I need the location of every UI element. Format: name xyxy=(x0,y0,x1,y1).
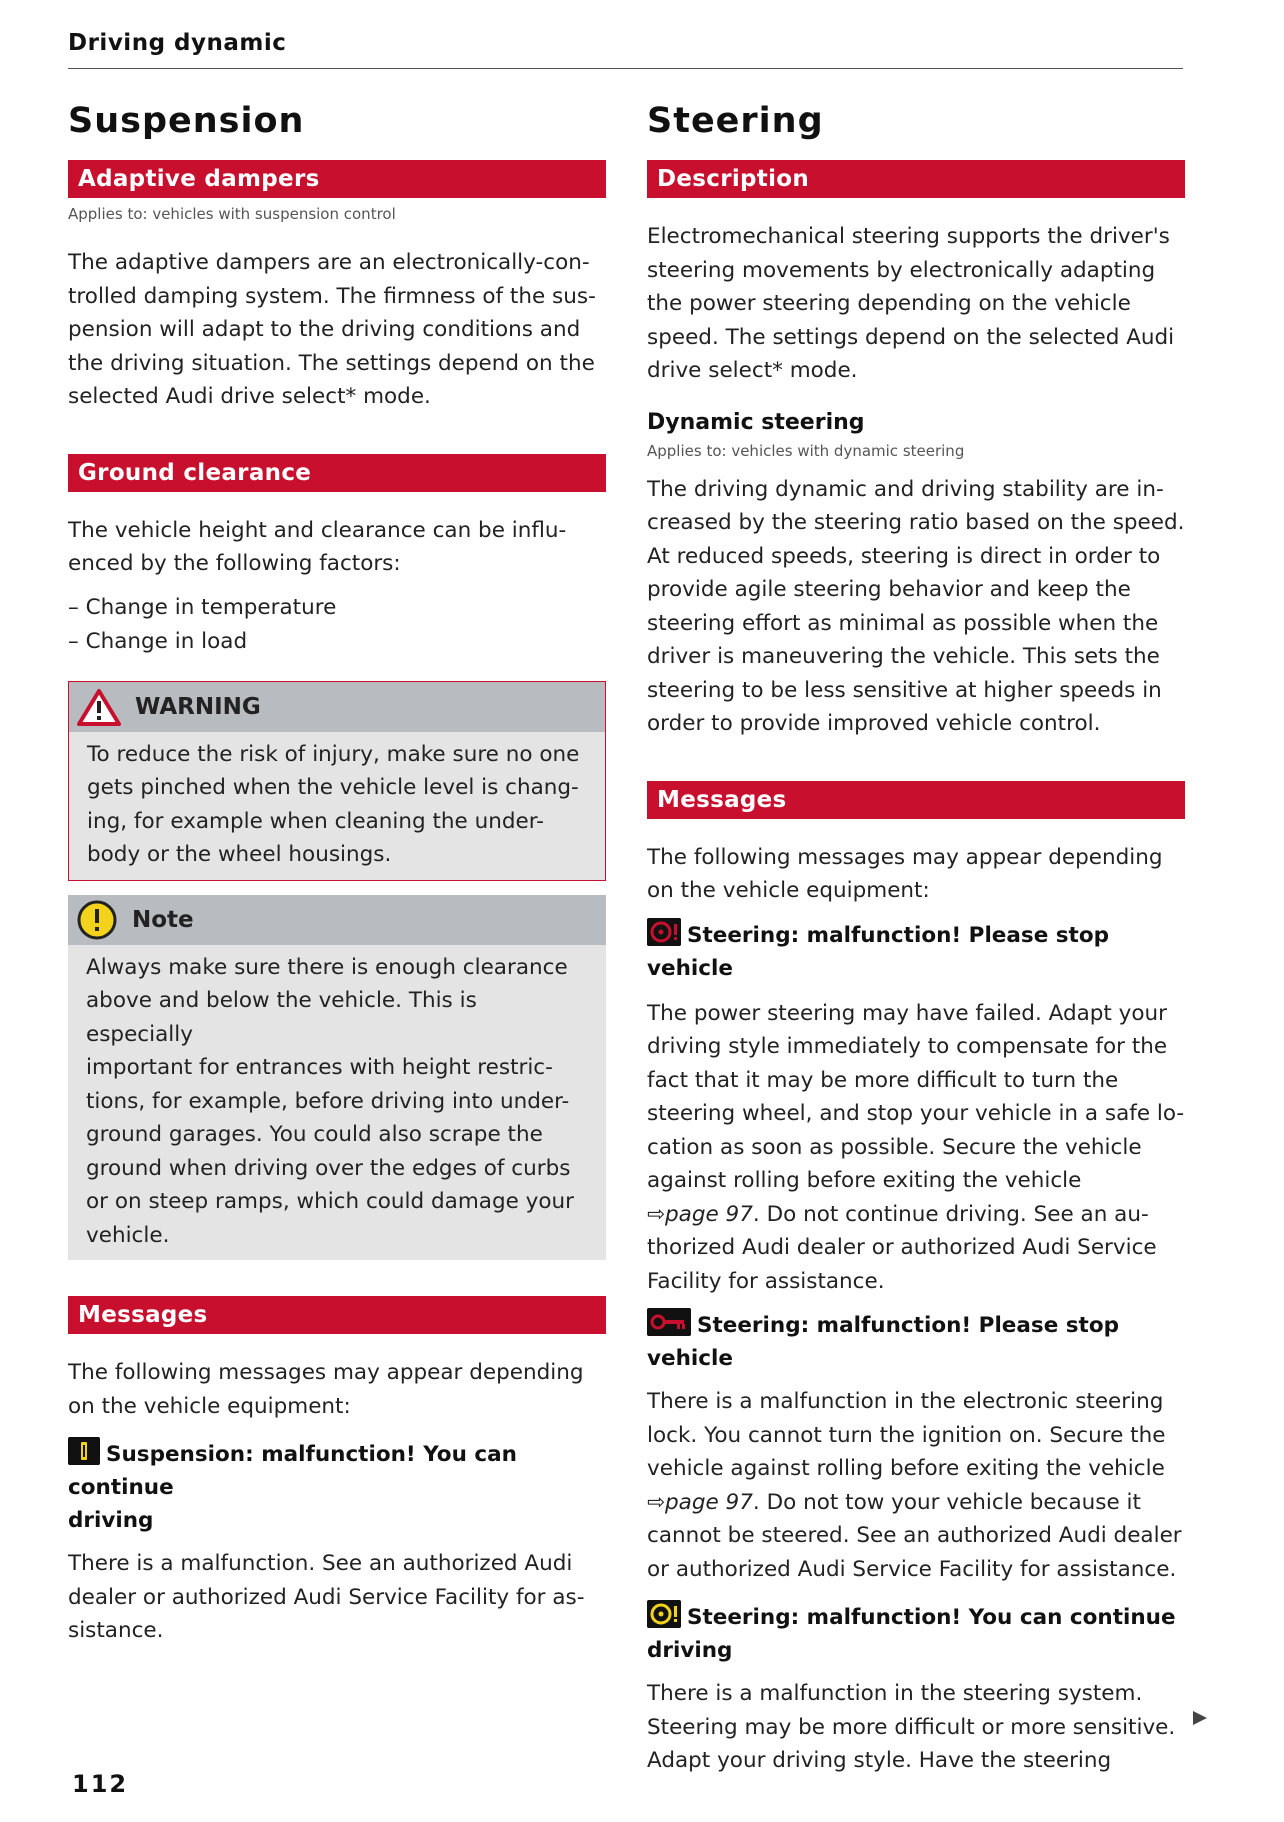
page-ref-arrow-icon: ⇨ xyxy=(647,1489,666,1515)
warning-box xyxy=(68,681,606,881)
text-line: There is a malfunction in the electronic steering xyxy=(647,1389,1164,1414)
text-line: steering wheel, and stop your vehicle in a safe lo- xyxy=(647,1101,1185,1126)
steering-wheel-red-icon xyxy=(647,918,681,946)
note-box xyxy=(68,895,606,1261)
steering-lock-red-icon xyxy=(647,1308,691,1336)
text-line: enced by the following factors: xyxy=(68,551,401,576)
list-item: – Change in load xyxy=(68,628,248,654)
text-line: or authorized Audi Service Facility for assistance. xyxy=(647,1556,1177,1582)
adaptive-text xyxy=(68,246,606,414)
text-line: Electromechanical steering supports the driver's xyxy=(647,224,1170,249)
text-line: pension will adapt to the driving conditions and xyxy=(68,317,581,342)
title-line: driving xyxy=(647,1638,733,1663)
text-line: driving style immediately to compensate for the xyxy=(647,1034,1168,1059)
text-line: ground when driving over the edges of curbs xyxy=(86,1155,571,1181)
bar-adaptive-dampers: Adaptive dampers xyxy=(68,160,606,198)
steering-message-3-text xyxy=(647,1677,1185,1778)
text-line: above and below the vehicle. This is especially xyxy=(86,988,477,1047)
text-line: . Do not continue driving. See an au- xyxy=(752,1201,1149,1227)
text-line: Facility for assistance. xyxy=(647,1268,885,1294)
text-line: drive select* mode. xyxy=(647,358,858,383)
title-line: Steering: malfunction! You can continue xyxy=(687,1605,1176,1630)
applies-note: Applies to: vehicles with suspension control xyxy=(68,205,396,223)
text-line: The following messages may appear depending xyxy=(647,844,1163,870)
message-title-steering-1 xyxy=(647,918,1185,985)
title-line: Suspension: malfunction! You can continue xyxy=(68,1442,517,1500)
suspension-warning-icon xyxy=(68,1437,100,1465)
text-line: There is a malfunction in the steering system. xyxy=(647,1681,1143,1706)
text-line: sistance. xyxy=(68,1618,164,1643)
suspension-message-text xyxy=(68,1547,606,1648)
dynamic-steering-text xyxy=(647,473,1185,741)
text-line: To reduce the risk of injury, make sure no one xyxy=(87,741,580,767)
page-ref-arrow-icon: ⇨ xyxy=(647,1201,666,1227)
text-line: trolled damping system. The firmness of the sus- xyxy=(68,283,596,309)
left-column xyxy=(68,96,606,1648)
note-title: Note xyxy=(132,906,194,933)
text-line: steering effort as minimal as possible when the xyxy=(647,610,1159,636)
text-line: order to provide improved vehicle control. xyxy=(647,711,1101,736)
text-line: the driving situation. The settings depend on the xyxy=(68,350,595,376)
page-reference-link[interactable]: page 97 xyxy=(665,1489,753,1515)
text-line: fact that it may be more difficult to turn the xyxy=(647,1067,1119,1093)
message-title-suspension xyxy=(68,1437,606,1537)
bar-messages-right: Messages xyxy=(647,781,1185,819)
applies-note: Applies to: vehicles with dynamic steering xyxy=(647,441,965,460)
note-header xyxy=(68,895,606,945)
text-line: The vehicle height and clearance can be influ- xyxy=(68,517,567,543)
text-line: body or the wheel housings. xyxy=(87,842,392,867)
warning-header xyxy=(69,682,605,732)
page-reference-link[interactable]: page 97 xyxy=(665,1201,753,1227)
right-column xyxy=(647,96,1185,1778)
text-line: on the vehicle equipment: xyxy=(647,878,930,903)
title-line: Steering: malfunction! Please stop vehicle xyxy=(647,1313,1120,1371)
warning-text xyxy=(87,738,587,872)
text-line: provide agile steering behavior and keep the xyxy=(647,577,1131,602)
exclamation-circle-icon xyxy=(76,899,118,941)
list-item: – Change in temperature xyxy=(68,594,337,620)
note-text xyxy=(86,951,588,1253)
steering-message-1-text xyxy=(647,997,1185,1299)
page-number: 112 xyxy=(72,1770,129,1798)
description-text xyxy=(647,220,1185,388)
text-line: speed. The settings depend on the selected Audi xyxy=(647,324,1175,350)
text-line: The driving dynamic and driving stability are in- xyxy=(647,476,1164,502)
text-line: gets pinched when the vehicle level is chang- xyxy=(87,775,579,800)
ground-text xyxy=(68,514,606,581)
messages-intro xyxy=(647,841,1185,908)
text-line: creased by the steering ratio based on the speed. xyxy=(647,510,1185,535)
text-line: vehicle against rolling before exiting the vehicle xyxy=(647,1456,1165,1481)
text-line: against rolling before exiting the vehicle xyxy=(647,1168,1082,1193)
text-line: The power steering may have failed. Adapt your xyxy=(647,1000,1168,1026)
text-line: At reduced speeds, steering is direct in order to xyxy=(647,543,1161,569)
steering-wheel-yellow-icon xyxy=(647,1600,681,1628)
message-title-steering-3 xyxy=(647,1600,1185,1667)
steering-message-2-text xyxy=(647,1385,1185,1586)
text-line: The adaptive dampers are an electronically-con- xyxy=(68,250,590,275)
text-line: . Do not tow your vehicle because it xyxy=(752,1489,1141,1515)
bar-messages-left: Messages xyxy=(68,1296,606,1334)
text-line: the power steering depending on the vehicle xyxy=(647,291,1131,316)
text-line: ing, for example when cleaning the under- xyxy=(87,808,544,834)
continue-arrow-icon[interactable] xyxy=(1190,1708,1210,1728)
text-line: Always make sure there is enough clearance xyxy=(86,954,568,980)
bar-ground-clearance: Ground clearance xyxy=(68,454,606,492)
warning-title: WARNING xyxy=(135,693,261,720)
dynamic-steering-heading: Dynamic steering xyxy=(647,409,865,435)
text-line: Steering may be more difficult or more sensitive. xyxy=(647,1714,1176,1740)
title-line: Steering: malfunction! Please stop vehicle xyxy=(647,922,1110,981)
text-line: vehicle. xyxy=(86,1222,170,1248)
text-line: driver is maneuvering the vehicle. This sets the xyxy=(647,644,1160,669)
warning-triangle-icon xyxy=(77,688,121,726)
bar-description: Description xyxy=(647,160,1185,198)
text-line: The following messages may appear depending xyxy=(68,1360,584,1385)
text-line: cation as soon as possible. Secure the vehicle xyxy=(647,1134,1142,1160)
message-title-steering-2 xyxy=(647,1308,1185,1375)
text-line: dealer or authorized Audi Service Facility for as- xyxy=(68,1584,585,1610)
messages-intro xyxy=(68,1356,606,1423)
text-line: steering to be less sensitive at higher speeds in xyxy=(647,677,1162,703)
text-line: lock. You cannot turn the ignition on. Secure the xyxy=(647,1422,1166,1448)
text-line: ground garages. You could also scrape the xyxy=(86,1122,543,1147)
text-line: thorized Audi dealer or authorized Audi Service xyxy=(647,1235,1157,1260)
text-line: Adapt your driving style. Have the steering xyxy=(647,1748,1112,1773)
section-title-steering: Steering xyxy=(647,101,824,141)
text-line: on the vehicle equipment: xyxy=(68,1393,351,1419)
header-rule xyxy=(68,68,1183,69)
running-head: Driving dynamic xyxy=(68,30,287,56)
text-line: cannot be steered. See an authorized Audi dealer xyxy=(647,1523,1182,1548)
text-line: There is a malfunction. See an authorized Audi xyxy=(68,1551,573,1576)
text-line: tions, for example, before driving into under- xyxy=(86,1088,570,1114)
title-line: driving xyxy=(68,1508,154,1533)
text-line: selected Audi drive select* mode. xyxy=(68,384,431,409)
text-line: important for entrances with height restric- xyxy=(86,1055,553,1080)
text-line: or on steep ramps, which could damage your xyxy=(86,1189,575,1214)
section-title-suspension: Suspension xyxy=(68,101,305,141)
text-line: steering movements by electronically adapting xyxy=(647,257,1156,283)
